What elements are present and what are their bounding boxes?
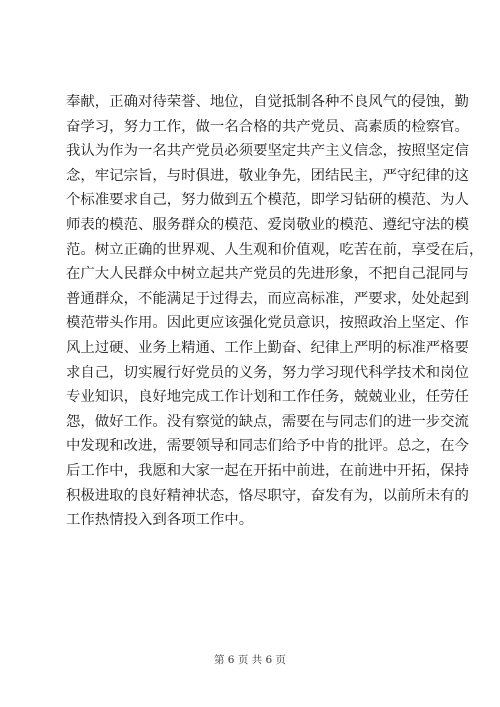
text-line: 念，牢记宗旨，与时俱进，敬业争先，团结民主，严守纪律的这 xyxy=(66,167,469,184)
page-number-label: 第 6 页 共 6 页 xyxy=(213,654,287,666)
text-line: 风上过硬、业务上精通、工作上勤奋、纪律上严明的标准严格要 xyxy=(66,339,469,356)
text-line: 个标准要求自己，努力做到五个模范，即学习钻研的模范、为人 xyxy=(66,192,469,209)
text-line: 奋学习，努力工作，做一名合格的共产党员、高素质的检察官。 xyxy=(66,118,469,135)
text-line: 范。树立正确的世界观、人生观和价值观，吃苦在前，享受在后， xyxy=(66,241,484,258)
text-line: 工作热情投入到各项工作中。 xyxy=(66,512,254,529)
text-line: 怨，做好工作。没有察觉的缺点，需要在与同志们的进一步交流 xyxy=(66,413,469,430)
text-line: 中发现和改进，需要领导和同志们给予中肯的批评。总之，在今 xyxy=(66,438,469,455)
text-line: 在广大人民群众中树立起共产党员的先进形象，不把自己混同与 xyxy=(66,266,469,283)
text-line: 后工作中，我愿和大家一起在开拓中前进，在前进中开拓，保持 xyxy=(66,462,469,479)
text-line: 奉献，正确对待荣誉、地位，自觉抵制各种不良风气的侵蚀，勤 xyxy=(66,94,469,110)
page-footer xyxy=(0,652,500,667)
text-line: 积极进取的良好精神状态，恪尽职守，奋发有为，以前所未有的 xyxy=(66,487,469,504)
text-line: 我认为作为一名共产党员必须要坚定共产主义信念，按照坚定信 xyxy=(66,143,469,160)
text-line: 师表的模范、服务群众的模范、爱岗敬业的模范、遵纪守法的模 xyxy=(66,216,469,233)
text-line: 专业知识，良好地完成工作计划和工作任务，兢兢业业，任劳任 xyxy=(66,389,469,406)
text-line: 模范带头作用。因此更应该强化党员意识，按照政治上坚定、作 xyxy=(66,315,469,332)
document-body xyxy=(66,90,484,533)
text-line: 普通群众，不能满足于过得去，而应高标准，严要求，处处起到 xyxy=(66,290,469,307)
text-line: 求自己，切实履行好党员的义务，努力学习现代科学技术和岗位 xyxy=(66,364,469,381)
